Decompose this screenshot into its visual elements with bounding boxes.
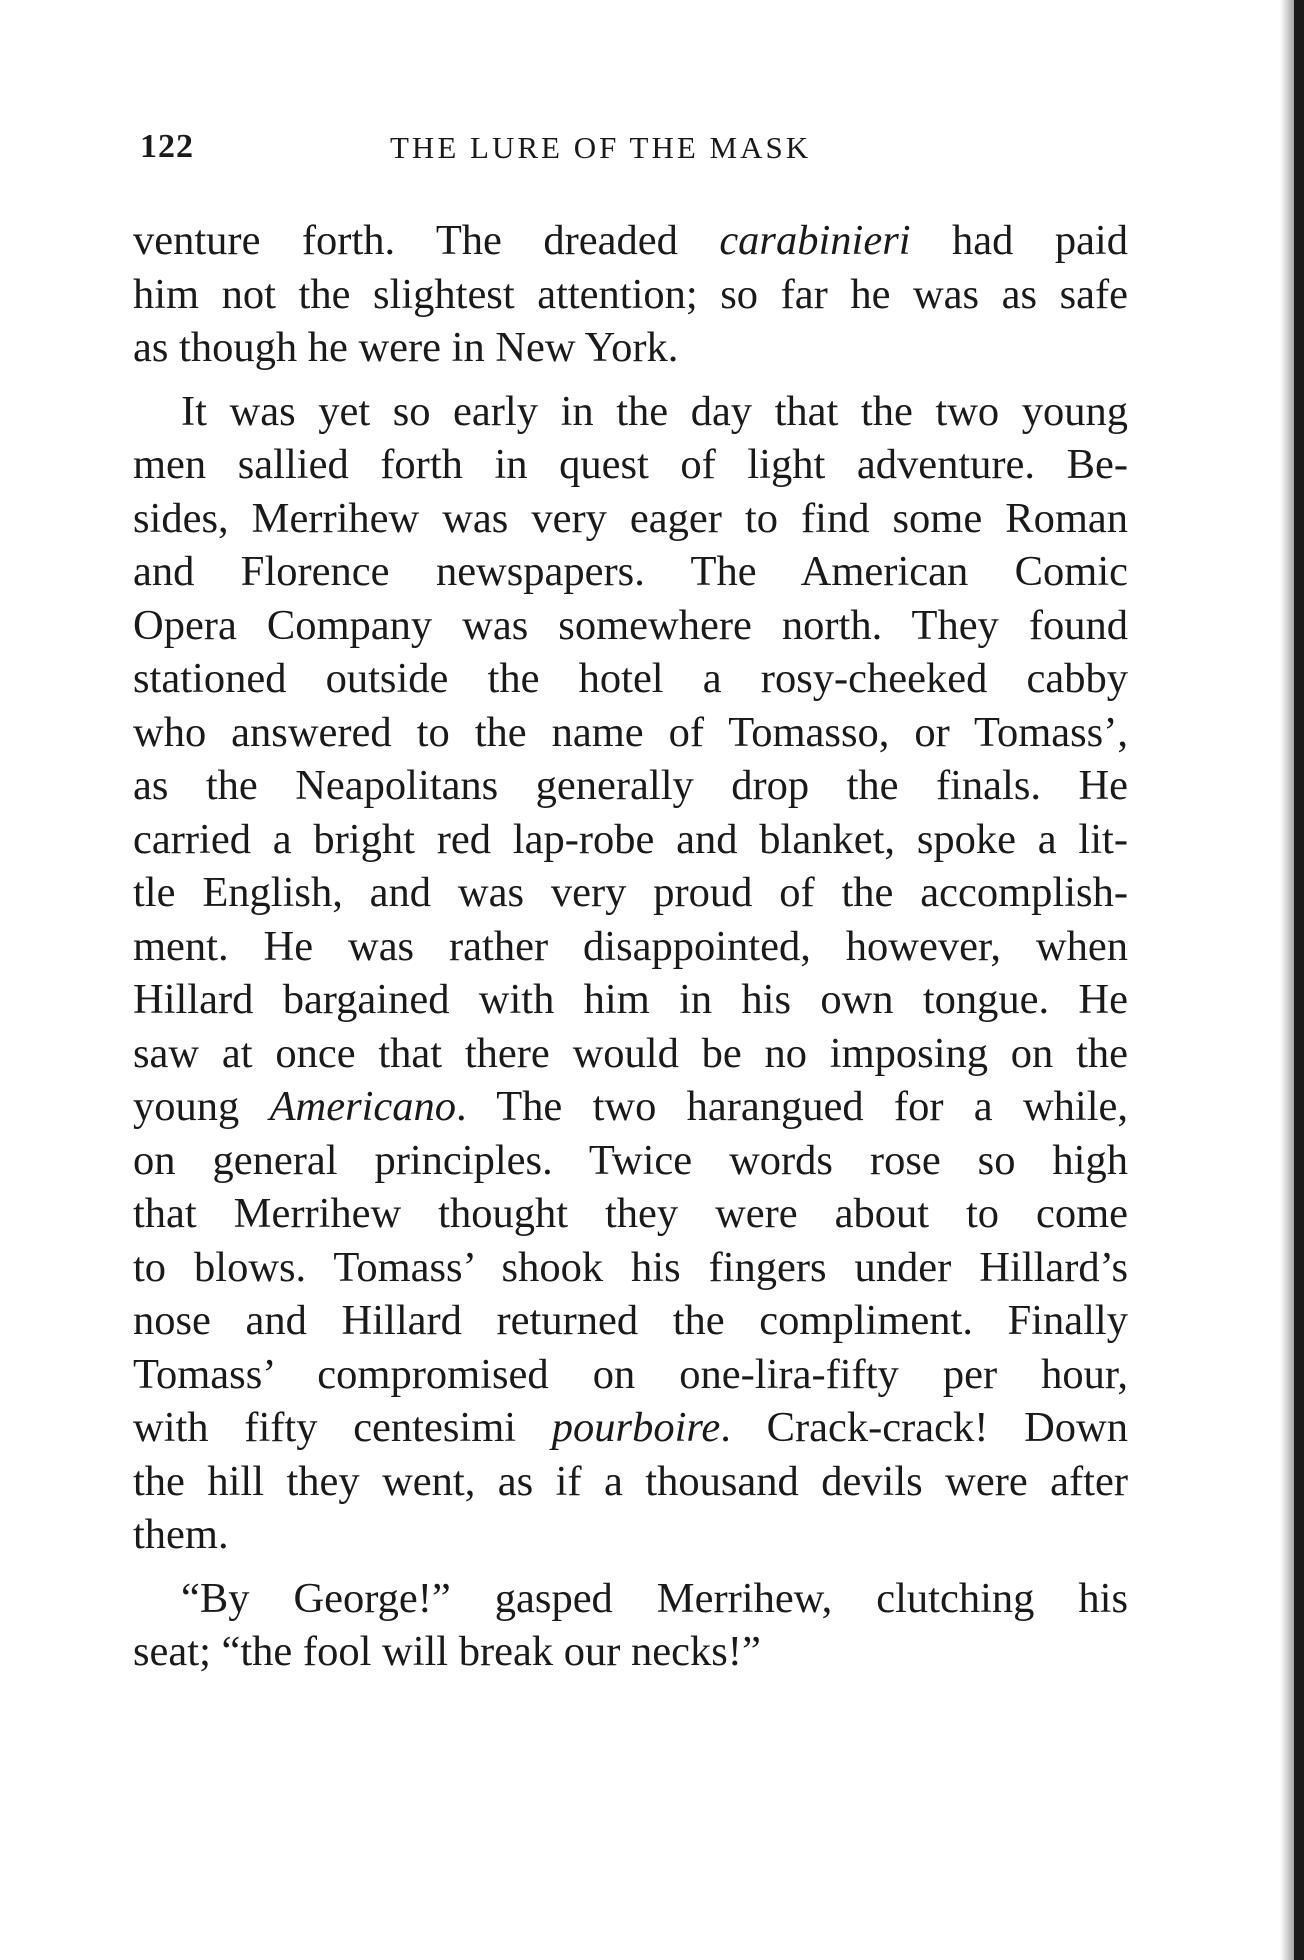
text-line: and Florence newspapers. The American Comic <box>133 548 1128 595</box>
text-line: that Merrihew thought they were about to come <box>133 1190 1128 1237</box>
paragraph-3 <box>133 1572 1128 1679</box>
text-line: “By George!” gasped Merrihew, clutching his <box>181 1574 1128 1622</box>
paragraph-gap <box>133 1562 1128 1572</box>
text-line: Tomass’ compromised on one-lira-fifty per hour, <box>133 1350 1128 1398</box>
text-line: him not the slightest attention; so far he was as safe <box>133 270 1128 318</box>
page-number: 122 <box>140 128 194 165</box>
text-line: to blows. Tomass’ shook his fingers under Hillard’s <box>133 1243 1128 1291</box>
text-line: men sallied forth in quest of light adventure. Be- <box>133 441 1128 488</box>
italic-term: pourboire <box>551 1404 721 1451</box>
running-head <box>140 128 1140 178</box>
text-line: as though he were in New York. <box>133 324 679 371</box>
text-line: Opera Company was somewhere north. They found <box>133 601 1128 649</box>
book-title: THE LURE OF THE MASK <box>390 130 812 165</box>
text-line: venture forth. The dreaded carabinieri had paid <box>133 217 1128 264</box>
text-line: It was yet so early in the day that the two young <box>181 387 1128 435</box>
italic-term: carabinieri <box>719 217 911 264</box>
paragraph-gap <box>133 375 1128 385</box>
paragraph-2 <box>133 385 1128 1562</box>
text-line: seat; “the fool will break our necks!” <box>133 1628 761 1675</box>
text-line: nose and Hillard returned the compliment. Finally <box>133 1297 1128 1344</box>
binding-edge <box>1294 0 1304 1960</box>
text-line: Hillard bargained with him in his own tongue. He <box>133 976 1128 1023</box>
text-line: carried a bright red lap-robe and blanket, spoke a lit- <box>133 815 1128 863</box>
italic-term: Americano <box>269 1083 457 1130</box>
text-line: the hill they went, as if a thousand devils were after <box>133 1457 1128 1505</box>
text-line: saw at once that there would be no imposing on the <box>133 1029 1128 1077</box>
text-line: on general principles. Twice words rose so high <box>133 1136 1128 1184</box>
text-line: sides, Merrihew was very eager to find some Roman <box>133 494 1128 542</box>
text-line: as the Neapolitans generally drop the finals. He <box>133 762 1128 809</box>
text-line: with fifty centesimi pourboire. Crack-crack! Down <box>133 1404 1128 1451</box>
text-line: who answered to the name of Tomasso, or Tomass’, <box>133 708 1128 756</box>
text-line: them. <box>133 1511 229 1558</box>
paragraph-1 <box>133 214 1128 375</box>
text-line: tle English, and was very proud of the accomplish- <box>133 869 1128 916</box>
text-line: young Americano. The two harangued for a while, <box>133 1083 1129 1130</box>
binding-shadow <box>1280 0 1294 1960</box>
body-text <box>133 214 1128 1679</box>
text-line: ment. He was rather disappointed, however, when <box>133 922 1128 970</box>
text-line: stationed outside the hotel a rosy-cheeked cabby <box>133 655 1128 702</box>
